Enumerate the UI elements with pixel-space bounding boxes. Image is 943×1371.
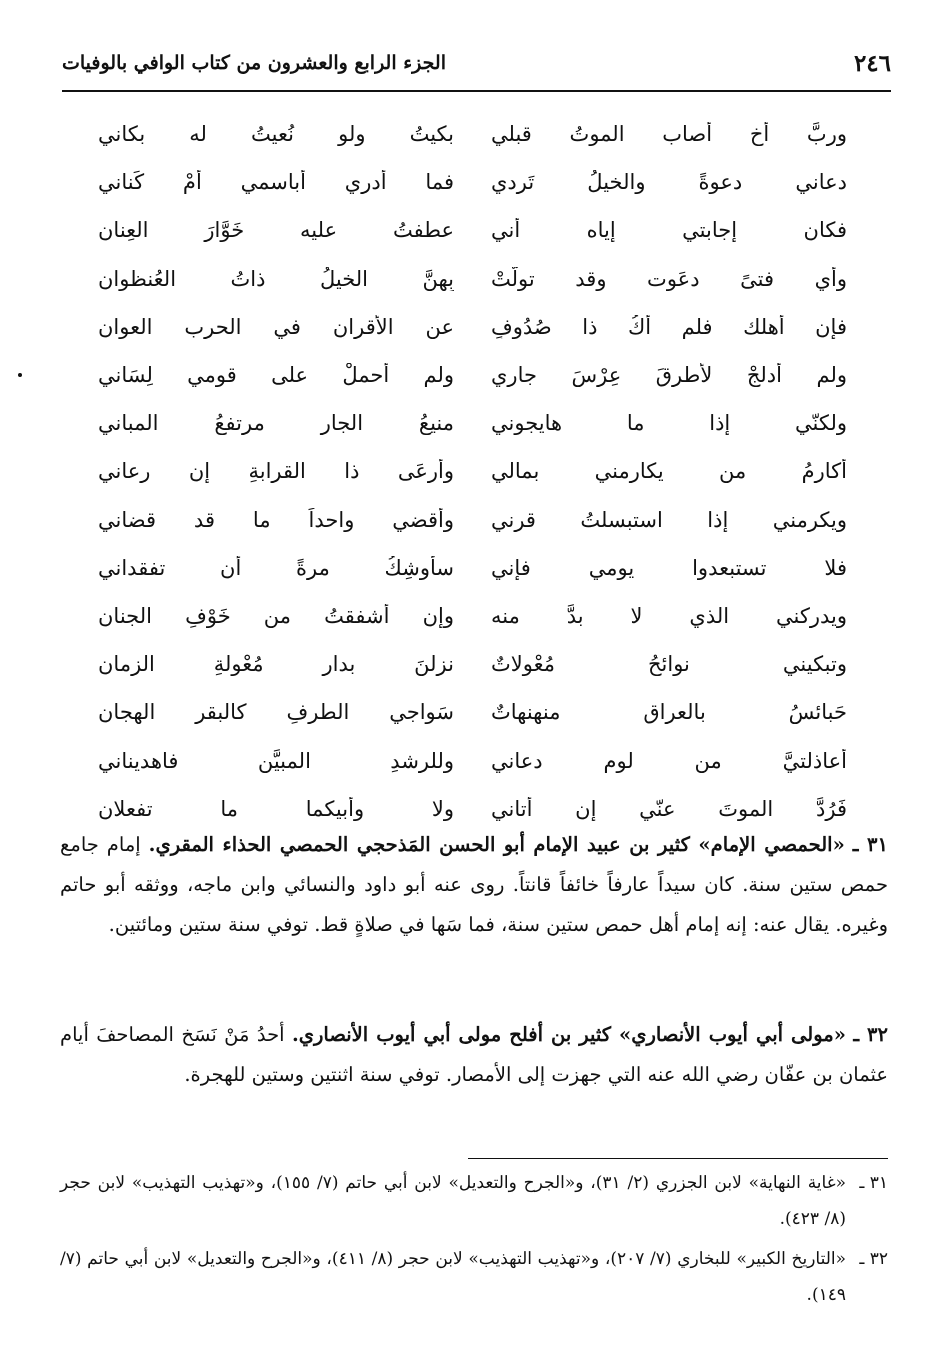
header-rule xyxy=(62,90,891,92)
verse-second-hemistich: بكيتُ ولو نُعيتُ له بكاني xyxy=(98,122,454,147)
verse-second-hemistich: فما أدري أباسمي أمْ كَناني xyxy=(98,170,454,195)
verse-first-hemistich: فكان إجابتي إياه أني xyxy=(491,218,847,243)
verse-first-hemistich: ولكنّي إذا ما هايجوني xyxy=(491,411,847,436)
biography-entry-32 xyxy=(60,1015,888,1095)
verse-first-hemistich: ولم أدلجْ لأطرقَ عِرْسَ جاري xyxy=(491,363,847,388)
verse-second-hemistich: نزلنَ بدار مُعْوِلةِ الزمان xyxy=(98,652,454,677)
poem-verse xyxy=(98,303,847,351)
verse-second-hemistich: ولا وأبيكما ما تفعلان xyxy=(98,796,454,821)
verse-first-hemistich: وتبكيني نوائحُ مُعْوِلاتٌ xyxy=(491,652,847,677)
footnote xyxy=(60,1165,888,1237)
verse-first-hemistich: أعاذلتيَّ من لومٍ دعاني xyxy=(491,748,847,773)
poem-verse xyxy=(98,640,847,688)
verse-second-hemistich: وللرشدِ المبيَّنِ فاهديناني xyxy=(98,748,454,773)
poem-verse xyxy=(98,110,847,158)
poem-verse xyxy=(98,351,847,399)
page-header xyxy=(62,50,891,86)
poem-verse xyxy=(98,592,847,640)
verse-second-hemistich: وأقضي واحداً ما قد قضاني xyxy=(98,507,454,532)
entry-heading: «مولى أبي أيوب الأنصاري» كثير بن أفلح مولى أبي أيوب الأنصاري. xyxy=(291,1023,846,1046)
verse-second-hemistich: ولم أحملْ على قومي لِسَاني xyxy=(98,363,454,388)
footnotes xyxy=(60,1165,888,1317)
verse-first-hemistich: فَرُدَّ الموتَ عنّي إن أتاني xyxy=(491,796,847,821)
verse-first-hemistich: وربَّ أخٍ أصاب الموتُ قبلي xyxy=(491,122,847,147)
entry-body: إمام جامع حمص ستين سنة. كان سيداً عارفاً خائفاً قانتاً. روى عنه أبو داود والنسائي وابن ماجه، ووثقه أبو حاتم وغيره. يقال عنه: إنه إمام أهل حمص ستين سنة، فما سَها في صلاةٍ قط. توفي سنة ستين ومائتين. xyxy=(60,833,888,936)
verse-first-hemistich: ويكرمني إذا استبسلتُ قرني xyxy=(491,507,847,532)
verse-second-hemistich: سأُوشِكُ مرةً أن تفقداني xyxy=(98,555,454,580)
verse-second-hemistich: وإن أشفقتُ من خَوْفِ الجنان xyxy=(98,603,454,628)
verse-first-hemistich: أُكارمُ من يكارمني بمالي xyxy=(491,459,847,484)
poem-verse xyxy=(98,158,847,206)
verse-second-hemistich: سَواجي الطرفِ كالبقر الهِجان xyxy=(98,700,454,725)
poem-verse xyxy=(98,255,847,303)
verse-first-hemistich: ويدركني الذي لا بدَّ منه xyxy=(491,603,847,628)
footnote xyxy=(60,1241,888,1313)
verse-second-hemistich: منيعُ الجارِ مرتفعُ المباني xyxy=(98,411,454,436)
footnote-number: ٣١ ـ xyxy=(859,1173,888,1193)
verse-first-hemistich: وأي فتىً دعَوت وقد تولَّتْ xyxy=(491,266,847,291)
poem-verse xyxy=(98,399,847,447)
entry-body: أحدُ مَنْ نَسَخ المصاحفَ أيام عثمان بن عفّان رضي الله عنه التي جهزت إلى الأمصار. توفي سنة اثنتين وستين للهجرة. xyxy=(60,1023,888,1086)
verse-first-hemistich: فلا تستبعدوا يومي فإني xyxy=(491,555,847,580)
page-number: ٢٤٦ xyxy=(853,50,891,77)
verse-second-hemistich: عطفتُ عليه خَوَّارَ العِنان xyxy=(98,218,454,243)
verse-first-hemistich: دعاني دعوةً والخيلُ تَردي xyxy=(491,170,847,195)
running-title: الجزء الرابع والعشرون من كتاب الوافي بالوفيات xyxy=(62,52,446,74)
verse-first-hemistich: حَبائسُ بالعراق منهنهاتٌ xyxy=(491,700,847,725)
footnote-text: «غاية النهاية» لابن الجزري (٢/ ٣١)، و«الجرح والتعديل» لابن أبي حاتم (٧/ ١٥٥)، و«تهذيب التهذيب» لابن حجر (٨/ ٤٢٣). xyxy=(60,1173,847,1229)
entry-number: ٣١ ـ xyxy=(852,833,888,856)
margin-dot xyxy=(18,373,22,377)
entry-number: ٣٢ ـ xyxy=(853,1023,888,1046)
poem-verse xyxy=(98,447,847,495)
verse-second-hemistich: بِهِنَّ الخيلُ ذاتُ العُنظوان xyxy=(98,266,454,291)
entry-heading: «الحمصي الإمام» كثير بن عبيد الإمام أبو الحسن المَذحجي الحمصي الحذاء المقري. xyxy=(148,833,845,856)
biography-entry-31 xyxy=(60,825,888,945)
poem-verse xyxy=(98,736,847,784)
poem-verse xyxy=(98,544,847,592)
verse-first-hemistich: فإن أهلك فلم أكُ ذا صُدُوفٍ xyxy=(491,314,847,339)
verse-second-hemistich: عن الأقرانِ في الحرب العوان xyxy=(98,314,454,339)
poem-verse xyxy=(98,688,847,736)
poem xyxy=(98,110,847,833)
footnote-rule xyxy=(468,1158,888,1159)
footnote-number: ٣٢ ـ xyxy=(859,1249,888,1269)
poem-verse xyxy=(98,496,847,544)
footnote-text: «التاريخ الكبير» للبخاري (٧/ ٢٠٧)، و«تهذيب التهذيب» لابن حجر (٨/ ٤١١)، و«الجرح والتعديل» لابن أبي حاتم (٧/ ١٤٩). xyxy=(60,1249,847,1305)
verse-second-hemistich: وأرعَى ذا القرابةِ إن رعاني xyxy=(98,459,454,484)
poem-verse xyxy=(98,206,847,254)
